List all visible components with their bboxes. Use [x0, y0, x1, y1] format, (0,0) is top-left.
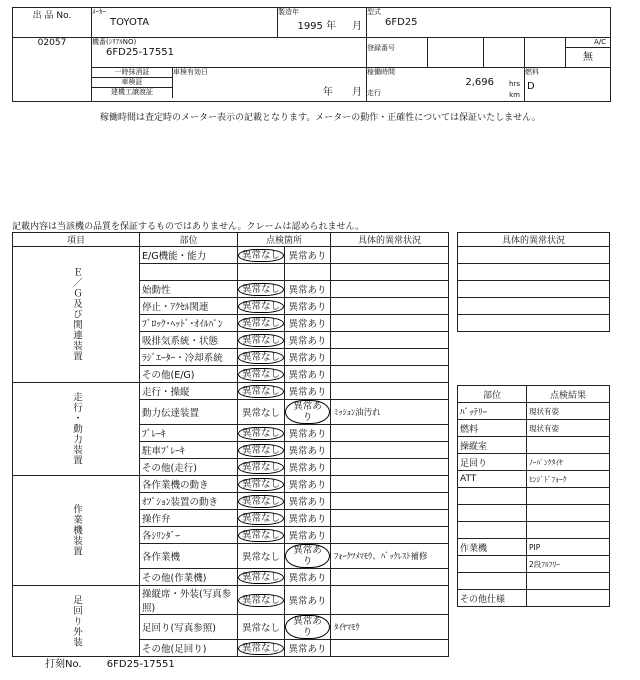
detail-cell	[331, 586, 449, 615]
inspection-check-table	[12, 232, 449, 657]
abnormal-mark: 異常あり	[288, 446, 327, 457]
abnormal-mark: 異常あり	[285, 544, 330, 568]
detail-cell	[331, 298, 449, 315]
side-row	[458, 522, 610, 539]
abnormal-cell	[285, 383, 331, 400]
normal-mark: 異常なし	[238, 478, 284, 491]
side-row	[458, 471, 610, 488]
abnormal-cell	[285, 493, 331, 510]
abnormal-mark: 異常あり	[288, 353, 327, 364]
detail-cell	[331, 493, 449, 510]
side-result-cell: ﾋﾝｼﾞﾄﾞﾌｫｰｸ	[527, 471, 610, 488]
detail-cell	[331, 459, 449, 476]
normal-cell	[238, 264, 285, 281]
model-cell	[367, 8, 611, 38]
group-label: 作業機装置	[13, 476, 140, 586]
normal-mark: 異常なし	[238, 317, 284, 330]
side-result-cell	[527, 573, 610, 590]
serial-label: 機番(ｼﾘｱﾙNO)	[92, 38, 137, 46]
normal-mark: 異常なし	[241, 623, 280, 634]
fuel-cell	[525, 68, 611, 102]
normal-mark: 異常なし	[238, 594, 284, 607]
abnormal-mark: 異常あり	[288, 251, 327, 262]
side-part-cell: 作業機	[458, 539, 527, 556]
check-row	[13, 247, 449, 264]
side-detail-table	[457, 232, 610, 332]
part-cell: ﾌﾞﾛｯｸ･ﾍｯﾄﾞ･ｵｲﾙﾊﾟﾝ	[140, 315, 238, 332]
inspect-month-unit: 月	[352, 87, 362, 98]
side-part-cell	[458, 573, 527, 590]
abnormal-mark: 異常あり	[288, 596, 327, 607]
side-part-cell: 足回り	[458, 454, 527, 471]
part-cell: その他(E/G)	[140, 366, 238, 383]
abnormal-mark: 異常あり	[288, 514, 327, 525]
part-cell: ﾗｼﾞｴｰﾀｰ・冷却系統	[140, 349, 238, 366]
normal-cell	[238, 586, 285, 615]
side-result-table	[457, 385, 610, 607]
normal-mark: 異常なし	[238, 444, 284, 457]
side-detail-blank	[458, 315, 610, 332]
normal-cell	[238, 510, 285, 527]
side-result-cell: PIP	[527, 539, 610, 556]
side-result-cell	[527, 488, 610, 505]
hours-label: 稼働時間	[367, 68, 395, 76]
side-row	[458, 488, 610, 505]
ac-label: A/C	[593, 38, 606, 46]
normal-cell	[238, 544, 285, 569]
normal-cell	[238, 476, 285, 493]
side-row	[458, 420, 610, 437]
side-row	[458, 437, 610, 454]
reg-label: 登録番号	[367, 38, 428, 68]
part-cell: 走行・操縦	[140, 383, 238, 400]
model-value: 6FD25	[385, 17, 418, 28]
inspect-year-unit: 年	[322, 87, 333, 98]
hours-value: 2,696	[465, 77, 494, 88]
year-cell	[278, 8, 367, 38]
part-cell: 足回り(写真参照)	[140, 615, 238, 640]
part-cell: 操作弁	[140, 510, 238, 527]
normal-cell	[238, 493, 285, 510]
side-result-cell	[527, 437, 610, 454]
side-result-cell: 現状有姿	[527, 420, 610, 437]
normal-mark: 異常なし	[238, 300, 284, 313]
temp-plate: 一時抹消証	[92, 68, 172, 78]
abnormal-mark: 異常あり	[288, 480, 327, 491]
abnormal-mark: 異常あり	[288, 302, 327, 313]
reg-box-2	[484, 38, 525, 68]
part-cell: その他(作業機)	[140, 569, 238, 586]
abnormal-cell	[285, 544, 331, 569]
abnormal-cell	[285, 527, 331, 544]
part-cell	[140, 264, 238, 281]
abnormal-mark: 異常あり	[288, 285, 327, 296]
abnormal-mark: 異常あり	[288, 644, 327, 655]
year-value: 1995	[297, 21, 323, 32]
side-part-cell: 操縦室	[458, 437, 527, 454]
year-label: 製造年	[278, 8, 299, 16]
side-part-cell: 燃料	[458, 420, 527, 437]
part-cell: ｵﾌﾟｼｮﾝ装置の動き	[140, 493, 238, 510]
abnormal-cell	[285, 615, 331, 640]
side-detail-blank	[458, 247, 610, 264]
side-detail-blank	[458, 298, 610, 315]
part-cell: 駐車ﾌﾞﾚｰｷ	[140, 442, 238, 459]
part-cell: E/G機能・能力	[140, 247, 238, 264]
detail-cell	[331, 527, 449, 544]
inspection-cert: 車検証	[92, 78, 172, 88]
normal-cell	[238, 315, 285, 332]
abnormal-mark: 異常あり	[288, 387, 327, 398]
side-result-cell: ﾉｰﾊﾟﾝｸﾀｲﾔ	[527, 454, 610, 471]
abnormal-cell	[285, 400, 331, 425]
maker-value: TOYOTA	[110, 17, 150, 28]
stamp-value: 6FD25-17551	[106, 659, 175, 670]
col-item: 項目	[13, 233, 140, 247]
part-cell: 各作業機	[140, 544, 238, 569]
normal-cell	[238, 459, 285, 476]
side-part-cell	[458, 556, 527, 573]
detail-cell	[331, 366, 449, 383]
vehicle-cert: 建機工譲渡証	[111, 88, 153, 96]
detail-cell	[331, 264, 449, 281]
part-cell: 操縦席・外装(写真参照)	[140, 586, 238, 615]
side-part-cell: その他仕様	[458, 590, 527, 607]
year-unit: 年	[326, 21, 337, 32]
abnormal-cell	[285, 315, 331, 332]
part-cell: その他(足回り)	[140, 640, 238, 657]
normal-cell	[238, 640, 285, 657]
group-label: Ｅ／Ｇ及び関連装置	[13, 247, 140, 383]
side-detail-blank	[458, 281, 610, 298]
abnormal-cell	[285, 332, 331, 349]
side-row	[458, 590, 610, 607]
side-row	[458, 403, 610, 420]
serial-cell	[92, 38, 367, 68]
abnormal-cell	[285, 459, 331, 476]
abnormal-cell	[285, 569, 331, 586]
normal-mark: 異常なし	[238, 283, 284, 296]
maker-cell	[92, 8, 278, 38]
normal-mark: 異常なし	[238, 249, 284, 262]
normal-cell	[238, 569, 285, 586]
reg-box-1	[428, 38, 484, 68]
abnormal-cell	[285, 425, 331, 442]
abnormal-mark: 異常あり	[288, 531, 327, 542]
normal-cell	[238, 400, 285, 425]
model-label: 型式	[367, 8, 381, 16]
detail-cell	[331, 510, 449, 527]
detail-cell: ﾀｲﾔﾏﾓｳ	[331, 615, 449, 640]
side-detail-header: 具体的異常状況	[458, 233, 610, 247]
side-part-cell: ATT	[458, 471, 527, 488]
abnormal-mark: 異常あり	[288, 319, 327, 330]
quality-note: 記載内容は当該機の品質を保証するものではありません。クレームは認められません。	[12, 222, 365, 232]
hours-cell	[367, 68, 525, 102]
detail-cell	[331, 349, 449, 366]
detail-cell	[331, 476, 449, 493]
abnormal-cell	[285, 247, 331, 264]
detail-cell	[331, 281, 449, 298]
part-cell: 始動性	[140, 281, 238, 298]
detail-cell	[331, 383, 449, 400]
product-no: 02057	[13, 38, 92, 102]
group-label: 走行・動力装置	[13, 383, 140, 476]
side-part-cell	[458, 522, 527, 539]
side-part-cell	[458, 505, 527, 522]
month-unit: 月	[352, 21, 362, 32]
side-row	[458, 556, 610, 573]
km-unit: km	[509, 91, 520, 99]
side-result-cell	[527, 590, 610, 607]
abnormal-cell	[285, 640, 331, 657]
maker-label: ﾒｰｶｰ	[92, 8, 106, 16]
side-part-cell	[458, 488, 527, 505]
detail-cell	[331, 425, 449, 442]
abnormal-cell	[285, 349, 331, 366]
stamp-label: 打刻No.	[45, 659, 82, 670]
abnormal-mark: 異常あり	[288, 429, 327, 440]
km-label: 走行	[367, 89, 381, 97]
hours-unit: hrs	[509, 80, 520, 88]
normal-cell	[238, 615, 285, 640]
side-result-cell	[527, 505, 610, 522]
product-no-label: 出 品 No.	[13, 8, 92, 38]
inspect-valid-label: 車検有効日	[173, 68, 208, 76]
cert-cell	[92, 68, 367, 102]
side-col-part: 部位	[458, 386, 527, 403]
detail-cell: ﾌｫｰｸﾂﾒﾏﾓｳ、ﾊﾞｯｸﾚｽﾄ補修	[331, 544, 449, 569]
abnormal-mark: 異常あり	[288, 497, 327, 508]
normal-mark: 異常なし	[238, 427, 284, 440]
abnormal-mark: 異常あり	[285, 615, 330, 639]
normal-cell	[238, 383, 285, 400]
normal-cell	[238, 247, 285, 264]
normal-mark: 異常なし	[241, 552, 280, 563]
group-label: 足回り外装	[13, 586, 140, 657]
normal-cell	[238, 366, 285, 383]
side-detail-blank	[458, 264, 610, 281]
side-row	[458, 505, 610, 522]
detail-cell	[331, 442, 449, 459]
detail-cell	[331, 315, 449, 332]
part-cell: ﾌﾞﾚｰｷ	[140, 425, 238, 442]
reg-box-3	[525, 38, 566, 68]
normal-mark: 異常なし	[238, 334, 284, 347]
side-result-cell	[527, 522, 610, 539]
abnormal-cell	[285, 476, 331, 493]
serial-value: 6FD25-17551	[106, 47, 174, 58]
side-result-cell: 現状有姿	[527, 403, 610, 420]
part-cell: 吸排気系統・状態	[140, 332, 238, 349]
side-col-result: 点検結果	[527, 386, 610, 403]
col-check: 点検箇所	[238, 233, 331, 247]
abnormal-cell	[285, 586, 331, 615]
abnormal-mark: 異常あり	[288, 573, 327, 584]
abnormal-cell	[285, 510, 331, 527]
abnormal-cell	[285, 281, 331, 298]
normal-mark: 異常なし	[238, 495, 284, 508]
normal-cell	[238, 298, 285, 315]
normal-cell	[238, 332, 285, 349]
detail-cell	[331, 569, 449, 586]
abnormal-mark: 異常あり	[285, 400, 330, 424]
hours-note: 稼働時間は査定時のメーター表示の記載となります。メーターの動作・正確性については保証いたしません。	[100, 113, 541, 123]
abnormal-mark: 異常あり	[288, 336, 327, 347]
ac-value: 無	[566, 47, 610, 63]
side-part-cell: ﾊﾞｯﾃﾘｰ	[458, 403, 527, 420]
ac-cell	[566, 38, 611, 68]
normal-mark: 異常なし	[238, 368, 284, 381]
check-row	[13, 586, 449, 615]
normal-mark: 異常なし	[238, 529, 284, 542]
fuel-label: 燃料	[525, 68, 539, 76]
detail-cell: ﾐｯｼｮﾝ油汚れ	[331, 400, 449, 425]
side-row	[458, 573, 610, 590]
normal-cell	[238, 425, 285, 442]
side-row	[458, 454, 610, 471]
part-cell: 動力伝達装置	[140, 400, 238, 425]
normal-cell	[238, 442, 285, 459]
normal-mark: 異常なし	[238, 385, 284, 398]
col-part: 部位	[140, 233, 238, 247]
part-cell: 各作業機の動き	[140, 476, 238, 493]
detail-cell	[331, 332, 449, 349]
normal-mark: 異常なし	[238, 512, 284, 525]
detail-cell	[331, 247, 449, 264]
normal-mark: 異常なし	[238, 571, 284, 584]
abnormal-cell	[285, 366, 331, 383]
abnormal-cell	[285, 298, 331, 315]
vehicle-info-table	[12, 7, 611, 102]
normal-mark: 異常なし	[238, 642, 284, 655]
normal-mark: 異常なし	[241, 408, 280, 419]
part-cell: 各ｼﾘﾝﾀﾞｰ	[140, 527, 238, 544]
col-detail: 具体的異常状況	[331, 233, 449, 247]
check-row	[13, 476, 449, 493]
check-row	[13, 383, 449, 400]
side-row	[458, 539, 610, 556]
abnormal-cell	[285, 442, 331, 459]
normal-cell	[238, 349, 285, 366]
normal-cell	[238, 527, 285, 544]
abnormal-mark: 異常あり	[288, 463, 327, 474]
side-result-cell: 2段ﾌﾙﾌﾘｰ	[527, 556, 610, 573]
part-cell: その他(走行)	[140, 459, 238, 476]
normal-mark: 異常なし	[238, 461, 284, 474]
fuel-value: D	[527, 81, 535, 92]
abnormal-cell	[285, 264, 331, 281]
normal-cell	[238, 281, 285, 298]
normal-mark: 異常なし	[238, 351, 284, 364]
detail-cell	[331, 640, 449, 657]
part-cell: 停止・ｱｸｾﾙ関連	[140, 298, 238, 315]
abnormal-mark: 異常あり	[288, 370, 327, 381]
